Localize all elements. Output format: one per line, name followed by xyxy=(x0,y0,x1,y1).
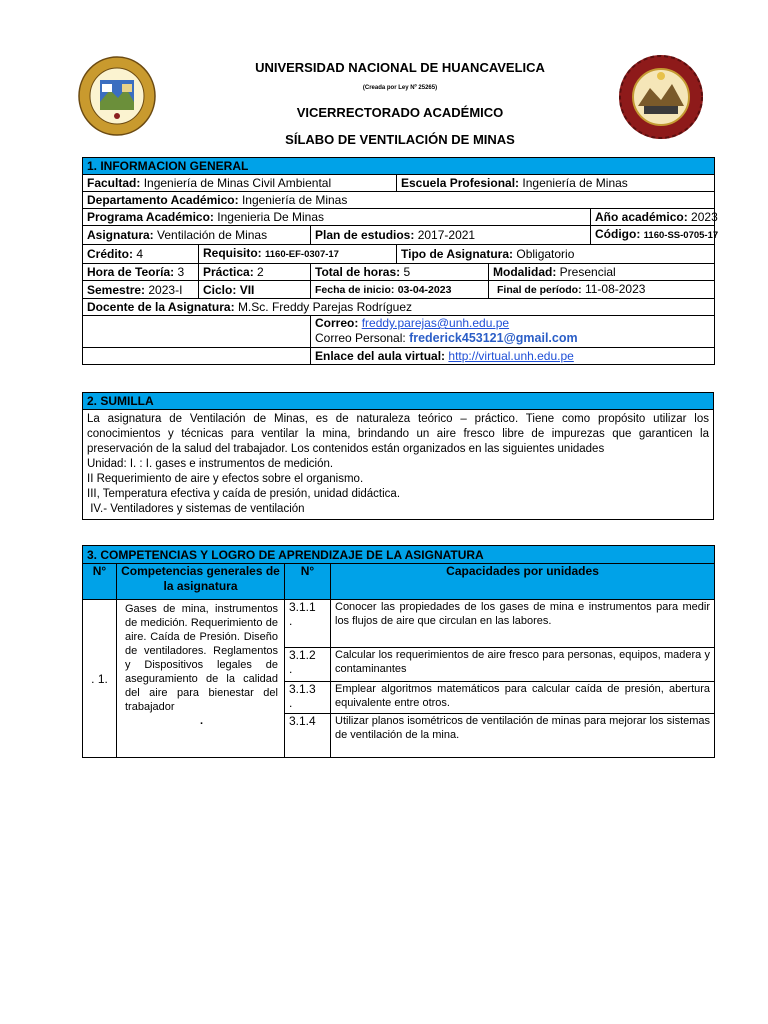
asignatura-label: Asignatura: xyxy=(87,228,154,242)
plan-cell xyxy=(311,226,591,245)
enlace-label: Enlace del aula virtual: xyxy=(315,349,446,363)
final-value: 11-08-2023 xyxy=(584,282,646,296)
sumilla-body xyxy=(83,410,714,520)
col-competencias-header: Competencias generales de la asignatura xyxy=(117,564,285,600)
capacidad-num-1-label: 3.1.1 xyxy=(289,600,316,614)
programa-label: Programa Académico: xyxy=(87,210,214,224)
departamento-value: Ingeniería de Minas xyxy=(241,193,348,207)
sumilla-unit-1: Unidad: I. : I. gases e instrumentos de medición. xyxy=(87,458,334,470)
escuela-cell xyxy=(397,175,715,192)
correo-personal-label: Correo Personal: xyxy=(315,331,406,345)
tipo-label: Tipo de Asignatura: xyxy=(401,247,514,261)
ciclo-cell xyxy=(199,281,311,299)
competencia-text: Gases de mina, instrumentos de medición. Requerimiento de aire. Caída de Presión. Diseño de ventiladores. Reglamentos y Dispositivos legales de aseguramiento de la calidad del aire para bienestar del trabajador xyxy=(125,603,278,713)
enlace-spacer-cell xyxy=(83,348,311,365)
sumilla-unit-4: IV.- Ventiladores y sistemas de ventilación xyxy=(87,503,305,515)
final-cell xyxy=(489,281,715,299)
asignatura-value: Ventilación de Minas xyxy=(157,228,268,242)
codigo-cell xyxy=(591,226,719,245)
escuela-value: Ingeniería de Minas xyxy=(522,176,628,190)
docente-value: M.Sc. Freddy Parejas Rodríguez xyxy=(237,300,413,314)
correo-link[interactable]: freddy.parejas@unh.edu.pe xyxy=(361,316,510,330)
enlace-cell xyxy=(311,348,715,365)
hora-value: 3 xyxy=(177,265,185,279)
asignatura-cell xyxy=(83,226,311,245)
fecha-value: 03-04-2023 xyxy=(397,284,452,296)
correo-personal-value[interactable]: frederick453121@gmail.com xyxy=(409,331,578,345)
university-seal-logo xyxy=(78,56,156,136)
total-cell xyxy=(311,264,489,281)
escuela-label: Escuela Profesional: xyxy=(401,176,520,190)
col-n-header: N° xyxy=(83,564,117,600)
sumilla-unit-3: III, Temperatura efectiva y caída de presión, unidad didáctica. xyxy=(87,488,401,500)
sumilla-unit-2: II Requerimiento de aire y efectos sobre el organismo. xyxy=(87,473,364,485)
plan-value: 2017-2021 xyxy=(417,228,476,242)
modalidad-label: Modalidad: xyxy=(493,265,557,279)
section-3-header: 3. COMPETENCIAS Y LOGRO DE APRENDIZAJE DE LA ASIGNATURA xyxy=(83,546,715,564)
correo-label: Correo: xyxy=(315,316,359,330)
practica-label: Práctica: xyxy=(203,265,254,279)
university-name: UNIVERSIDAD NACIONAL DE HUANCAVELICA xyxy=(255,60,545,75)
capacidad-text-2: Calcular los requerimientos de aire fresco para personas, equipos, madera y contaminantes xyxy=(331,648,715,682)
fecha-cell xyxy=(311,281,489,299)
practica-cell xyxy=(199,264,311,281)
total-value: 5 xyxy=(403,265,411,279)
section-2-header: 2. SUMILLA xyxy=(83,393,714,410)
capacidad-num-2-label: 3.1.2 xyxy=(289,648,316,662)
mining-engineering-seal-logo xyxy=(618,54,704,140)
facultad-cell xyxy=(83,175,397,192)
docente-label: Docente de la Asignatura: xyxy=(87,300,235,314)
sumilla-table xyxy=(82,392,714,520)
capacidad-num-2-sub: . xyxy=(289,662,293,676)
tipo-value: Obligatorio xyxy=(516,247,575,261)
credito-label: Crédito: xyxy=(87,247,133,261)
general-info-table xyxy=(82,157,719,365)
row-number: . 1. xyxy=(83,600,117,758)
programa-value: Ingenieria De Minas xyxy=(217,210,325,224)
requisito-value: 1160-EF-0307-17 xyxy=(265,249,339,260)
capacidad-num-1-sub: . xyxy=(289,614,293,628)
col-n2-header: N° xyxy=(285,564,331,600)
facultad-value: Ingeniería de Minas Civil Ambiental xyxy=(143,176,332,190)
plan-label: Plan de estudios: xyxy=(315,228,415,242)
tipo-cell xyxy=(397,245,715,264)
virtual-classroom-link[interactable]: http://virtual.unh.edu.pe xyxy=(448,349,574,363)
anio-label: Año académico: xyxy=(595,210,688,224)
practica-value: 2 xyxy=(257,265,264,279)
capacidad-num-3-sub: . xyxy=(289,696,293,710)
requisito-cell xyxy=(199,245,397,264)
total-label: Total de horas: xyxy=(315,265,401,279)
capacidad-text-3: Emplear algoritmos matemáticos para calcular caída de presión, abertura equivalente entre otros. xyxy=(331,682,715,714)
fecha-label: Fecha de inicio: xyxy=(315,284,395,296)
sumilla-paragraph: La asignatura de Ventilación de Minas, es de naturaleza teórico – práctico. Tiene como propósito utilizar los conocimientos y técnicas para ventilar la mina, brindando un aire fresco libre de impurezas que garanticen la preservación de la salud del trabajador. Los contenidos están organizados en las siguientes unidades xyxy=(87,413,709,455)
syllabus-title: SÍLABO DE VENTILACIÓN DE MINAS xyxy=(285,132,515,147)
facultad-label: Facultad: xyxy=(87,176,141,190)
ciclo-label: Ciclo: xyxy=(203,282,237,297)
programa-cell xyxy=(83,209,591,226)
semestre-label: Semestre: xyxy=(87,282,146,297)
departamento-label: Departamento Académico: xyxy=(87,193,239,207)
competencia-dot: . xyxy=(199,715,204,727)
section-1-header: 1. INFORMACION GENERAL xyxy=(83,158,715,175)
competencia-cell xyxy=(117,600,285,758)
capacidad-num-3 xyxy=(285,682,331,714)
capacidad-num-3-label: 3.1.3 xyxy=(289,682,316,696)
capacidad-num-4-label: 3.1.4 xyxy=(289,714,316,728)
creation-law: (Creada por Ley Nº 25265) xyxy=(362,85,438,91)
correo-cell xyxy=(311,316,715,348)
col-capacidades-header: Capacidades por unidades xyxy=(331,564,715,600)
credito-cell xyxy=(83,245,199,264)
competencias-table xyxy=(82,545,715,758)
capacidad-num-2 xyxy=(285,648,331,682)
vicerrectorado-title: VICERRECTORADO ACADÉMICO xyxy=(296,105,504,120)
codigo-value: 1160-SS-0705-17 xyxy=(643,230,719,241)
capacidad-num-4 xyxy=(285,714,331,758)
semestre-value: 2023-I xyxy=(148,282,183,297)
departamento-cell xyxy=(83,192,715,209)
hora-label: Hora de Teoría: xyxy=(87,265,175,279)
requisito-label: Requisito: xyxy=(203,246,262,260)
capacidad-text-4: Utilizar planos isométricos de ventilación de minas para mejorar los sistemas de ventilación de la mina. xyxy=(331,714,715,758)
semestre-cell xyxy=(83,281,199,299)
modalidad-cell xyxy=(489,264,715,281)
docente-cell xyxy=(83,299,715,316)
final-label: Final de período: xyxy=(497,284,582,296)
credito-value: 4 xyxy=(136,247,144,261)
ciclo-value: VII xyxy=(239,282,255,297)
modalidad-value: Presencial xyxy=(559,265,616,279)
codigo-label: Código: xyxy=(595,227,641,241)
anio-cell xyxy=(591,209,718,226)
anio-value: 2023 xyxy=(691,210,718,224)
contact-spacer-cell xyxy=(83,316,311,348)
hora-cell xyxy=(83,264,199,281)
capacidad-num-1 xyxy=(285,600,331,648)
capacidad-text-1: Conocer las propiedades de los gases de mina e instrumentos para medir los flujos de aire que circulan en las labores. xyxy=(331,600,715,648)
